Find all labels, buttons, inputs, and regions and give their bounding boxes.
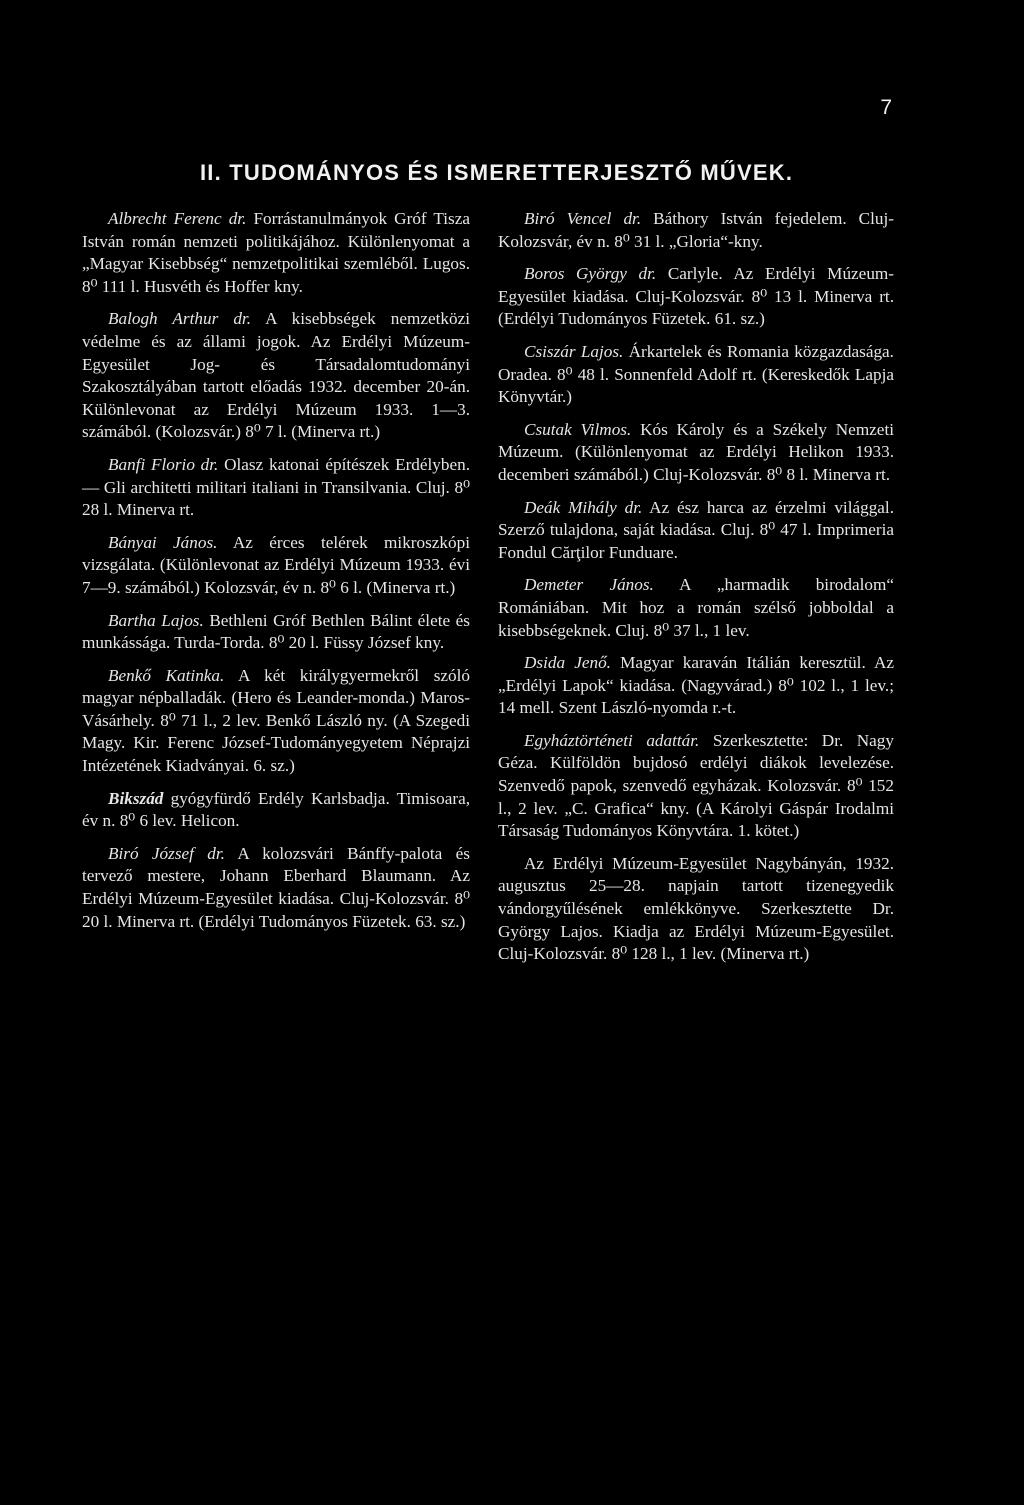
bibliography-entry	[82, 454, 470, 522]
entry-text: Magyar karaván Itálián keresztül. Az „Erdélyi Lapok“ kiadása. (Nagyvárad.) 8⁰ 102 l., 1 lev.; 14 mell. Szent László-nyomda r.-t.	[498, 653, 894, 718]
entry-author: Deák Mihály dr.	[524, 497, 643, 517]
entry-text: Báthory István fejedelem. Cluj-Kolozsvár, év n. 8⁰ 31 l. „Gloria“-kny.	[498, 209, 895, 251]
entry-author: Banfi Florio dr.	[108, 454, 219, 474]
entry-text: Carlyle. Az Erdélyi Múzeum-Egyesület kiadása. Cluj-Kolozsvár. 8⁰ 13 l. Minerva rt. (Erdélyi Tudományos Füzetek. 61. sz.)	[498, 264, 895, 329]
entry-text: A két királygyermekről szóló magyar népballadák. (Hero és Leander-monda.) Maros-Vásárhely. 8⁰ 71 l., 2 lev. Benkő László ny. (A Szegedi Magy. Kir. Ferenc József-Tudományegyetem Néprajzi Intézetének Kiadványai. 6. sz.)	[82, 665, 470, 776]
entry-author: Dsida Jenő.	[524, 653, 611, 673]
bibliography-entry	[82, 532, 470, 600]
entry-text: Árkartelek és Romania közgazdasága. Oradea. 8⁰ 48 l. Sonnenfeld Adolf rt. (Kereskedők Lapja Könyvtár.)	[498, 341, 894, 407]
bibliography-entry	[82, 208, 470, 298]
entry-text: Kós Károly és a Székely Nemzeti Múzeum. (Különlenyomat az Erdélyi Helikon 1933. decemberi számából.) Cluj-Kolozsvár. 8⁰ 8 l. Minerva rt.	[498, 419, 894, 484]
entry-text: A „harmadik birodalom“ Romániában. Mit hoz a román szélső jobboldal a kisebbségeknek. Cluj. 8⁰ 37 l., 1 lev.	[498, 575, 894, 640]
right-column	[498, 208, 894, 976]
entry-text: Az Erdélyi Múzeum-Egyesület Nagybányán, 1932. augusztus 25—28. napjain tartott tizenegyedik vándorgyűlésének emlékkönyve. Szerkesztette Dr. György Lajos. Kiadja az Erdélyi Múzeum-Egyesület. Cluj-Kolozsvár. 8⁰ 128 l., 1 lev. (Minerva rt.)	[498, 853, 894, 964]
entry-author: Bartha Lajos.	[108, 610, 204, 630]
bibliography-entry	[498, 497, 894, 565]
entry-text: Olasz katonai építészek Erdélyben. — Gli architetti militari italiani in Transilvania. Cluj. 8⁰ 28 l. Minerva rt.	[82, 454, 470, 520]
bibliography-entry	[82, 308, 470, 444]
bibliography-entry	[498, 853, 894, 966]
bibliography-entry	[498, 263, 894, 331]
page-number: 7	[880, 96, 892, 119]
bibliography-entry	[498, 574, 894, 642]
entry-author: Benkő Katinka.	[108, 665, 225, 685]
section-title: II. TUDOMÁNYOS ÉS ISMERETTERJESZTŐ MŰVEK.	[200, 160, 794, 185]
bibliography-entry	[498, 208, 894, 253]
entry-author: Egyháztörténeti adattár.	[524, 730, 700, 750]
entry-author: Albrecht Ferenc dr.	[108, 209, 247, 228]
entry-text: Az ész harca az érzelmi világgal. Szerző tulajdona, saját kiadása. Cluj. 8⁰ 47 l. Imprimeria Fondul Cărţilor Funduare.	[498, 497, 894, 562]
entry-author: Csiszár Lajos.	[524, 341, 624, 361]
entry-text: Szerkesztette: Dr. Nagy Géza. Külföldön bujdosó erdélyi diákok levelezése. Szenvedő papok, szenvedő egyházak. Kolozsvár. 8⁰ 152 l., 2 lev. „C. Grafica“ kny. (A Károlyi Gáspár Irodalmi Társaság Tudományos Könyvtára. 1. kötet.)	[498, 730, 894, 841]
entry-author: Biró Vencel dr.	[524, 209, 642, 228]
bibliography-entry	[82, 843, 470, 933]
entry-text: Az érces telérek mikroszkópi vizsgálata. (Különlevonat az Erdélyi Múzeum 1933. évi 7—9. számából.) Kolozsvár, év n. 8⁰ 6 l. (Minerva rt.)	[82, 532, 470, 597]
bibliography-entry	[498, 419, 894, 487]
entry-author: Bikszád	[108, 788, 164, 808]
bibliography-entry	[498, 652, 894, 720]
entry-text: Bethleni Gróf Bethlen Bálint élete és munkássága. Turda-Torda. 8⁰ 20 l. Füssy József kny.	[82, 610, 470, 653]
bibliography-entry	[82, 610, 470, 655]
bibliography-entry	[82, 665, 470, 778]
left-column	[82, 208, 470, 943]
entry-text: A kolozsvári Bánffy-palota és tervező mestere, Johann Eberhard Blaumann. Az Erdélyi Múzeum-Egyesület kiadása. Cluj-Kolozsvár. 8⁰ 20 l. Minerva rt. (Erdélyi Tudományos Füzetek. 63. sz.)	[82, 843, 470, 931]
entry-text: Forrástanulmányok Gróf Tisza István román nemzeti politikájához. Különlenyomat a „Magyar Kisebbség“ nemzetpolitikai szemléből. Lugos. 8⁰ 111 l. Husvéth és Hoffer kny.	[82, 209, 471, 296]
bibliography-entry	[498, 341, 894, 409]
entry-text: gyógyfürdő Erdély Karlsbadja. Timisoara, év n. 8⁰ 6 lev. Helicon.	[82, 788, 470, 831]
entry-text: A kisebbségek nemzetközi védelme és az állami jogok. Az Erdélyi Múzeum-Egyesület Jog- és Társadalomtudományi Szakosztályában tartott előadás 1932. december 20-án. Különlevonat az Erdélyi Múzeum 1933. 1—3. számából. (Kolozsvár.) 8⁰ 7 l. (Minerva rt.)	[82, 309, 470, 442]
bibliography-entry	[82, 788, 470, 833]
bibliography-entry	[498, 730, 894, 843]
entry-author: Demeter János.	[524, 575, 654, 595]
entry-author: Boros György dr.	[524, 264, 657, 284]
entry-author: Csutak Vilmos.	[524, 419, 632, 439]
entry-author: Biró József dr.	[108, 843, 225, 863]
entry-author: Bányai János.	[108, 532, 218, 552]
entry-author: Balogh Arthur dr.	[108, 309, 252, 329]
